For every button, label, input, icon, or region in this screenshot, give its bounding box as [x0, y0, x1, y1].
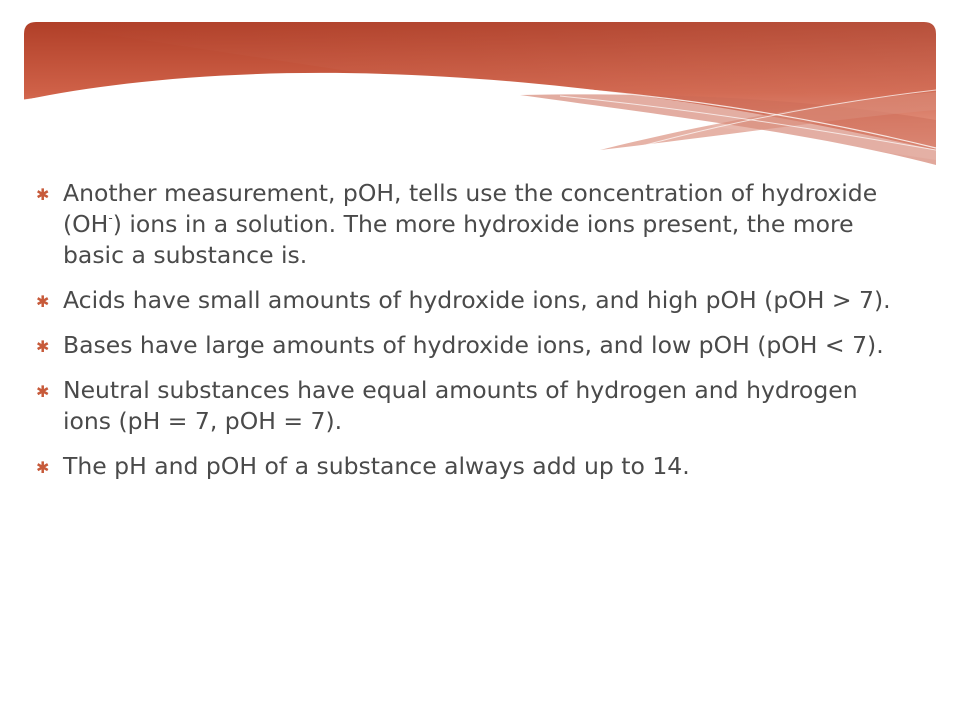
- bullet-item-acids: [36, 285, 906, 316]
- asterisk-icon: ✱: [36, 337, 50, 356]
- asterisk-icon: ✱: [36, 292, 50, 311]
- bullet-text: Neutral substances have equal amounts of hydrogen and hydrogen ions (pH = 7, pOH = 7).: [63, 376, 858, 435]
- bullet-text: Acids have small amounts of hydroxide ions, and high pOH (pOH > 7).: [63, 286, 891, 314]
- asterisk-icon: ✱: [36, 458, 50, 477]
- bullet-item-sum: [36, 451, 906, 482]
- bullet-item-bases: [36, 330, 906, 361]
- bullet-list: [36, 178, 906, 496]
- bullet-item-neutral: [36, 375, 906, 437]
- asterisk-icon: ✱: [36, 382, 50, 401]
- bullet-text: Bases have large amounts of hydroxide ions, and low pOH (pOH < 7).: [63, 331, 884, 359]
- bullet-item-poh-definition: [36, 178, 906, 271]
- bullet-text: The pH and pOH of a substance always add up to 14.: [63, 452, 690, 480]
- header-banner: [0, 0, 960, 200]
- asterisk-icon: ✱: [36, 185, 50, 204]
- bullet-text: Another measurement, pOH, tells use the concentration of hydroxide (OH-) ions in a solution. The more hydroxide ions present, the more basic a substance is.: [63, 179, 878, 269]
